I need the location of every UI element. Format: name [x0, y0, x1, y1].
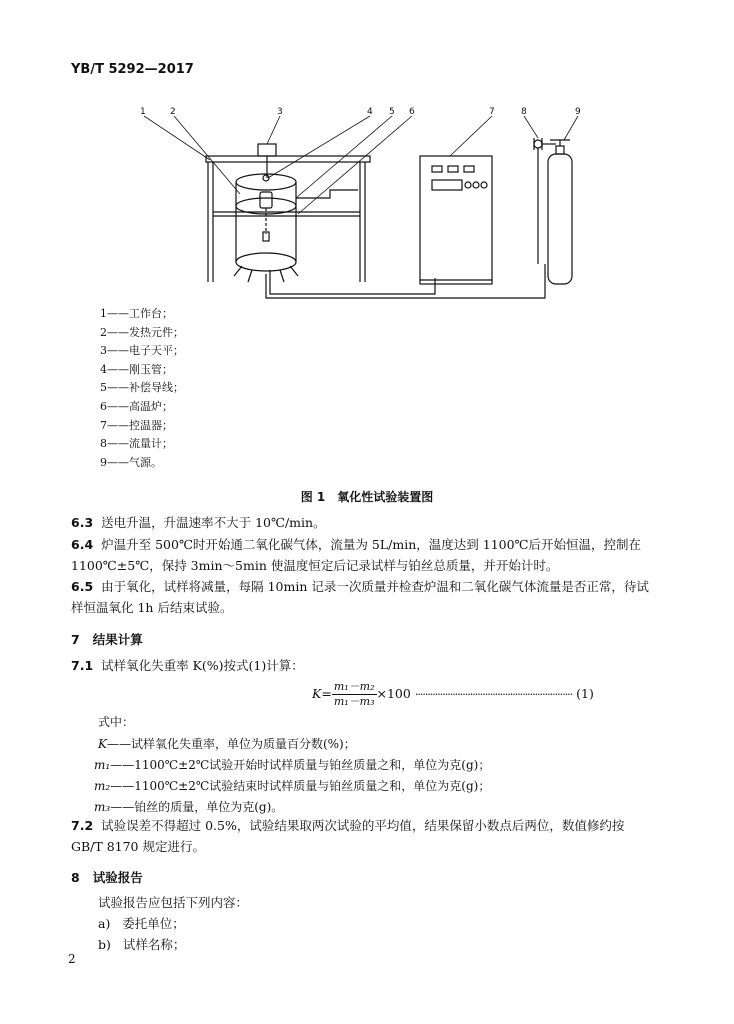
callout-8: 8 [521, 107, 527, 117]
section-8-heading: 8 试验报告 [71, 870, 143, 885]
clause-6-4 [71, 534, 641, 555]
clause-text: 送电升温，升温速率不大于 10℃/min。 [101, 515, 326, 530]
callout-4: 4 [367, 107, 373, 117]
def-K: K——试样氧化失重率，单位为质量百分数(%)； [98, 737, 356, 751]
figure-legend [100, 305, 184, 472]
clause-text: 炉温升至 500℃时开始通二氧化碳气体，流量为 5L/min，温度达到 1100℃后开始恒温，控制在 [101, 537, 642, 552]
clause-number: 7.2 [71, 818, 94, 833]
gas-cylinder [548, 154, 572, 284]
clause-6-5-cont: 样恒温氧化 1h 后结束试验。 [71, 600, 233, 615]
apparatus-diagram [120, 104, 590, 304]
callout-6: 6 [409, 107, 415, 117]
clause-text: 由于氧化，试样将减量，每隔 10min 记录一次质量并检查炉温和二氧化碳气体流量是否正常，待试 [101, 579, 649, 594]
clause-number: 7.1 [71, 658, 94, 673]
figure-title: 图 1 氧化性试验装置图 [300, 490, 434, 504]
where-label: 式中： [98, 715, 135, 729]
legend-item: 8——流量计； [100, 437, 173, 451]
corundum-tube [260, 192, 272, 208]
clause-number: 6.4 [71, 537, 94, 552]
page-number: 2 [68, 952, 76, 966]
legend-item: 3——电子天平； [100, 344, 184, 358]
clause-text: 试验误差不得超过 0.5%，试验结果取两次试验的平均值，结果保留小数点后两位，数值修约按 [101, 818, 625, 833]
work-table-top [206, 156, 370, 162]
callout-3: 3 [277, 107, 283, 117]
def-m3: m₃——铂丝的质量，单位为克(g)。 [94, 800, 284, 814]
list-item-a: a) 委托单位； [98, 916, 185, 931]
clause-number: 6.3 [71, 515, 94, 530]
formula-1: K= $\frac{\text{m₁－m₂}}{\text{m₁－m₃}}$ ×100 ······························································· (1) [312, 680, 594, 708]
clause-6-4-cont: 1100℃±5℃，保持 3min～5min 使温度恒定后记录试样与铂丝总质量，并开始计时。 [71, 558, 559, 573]
section-7-heading: 7 结果计算 [71, 632, 143, 647]
clause-7-2 [71, 815, 624, 836]
legend-item: 9——气源。 [100, 455, 162, 469]
clause-6-3 [71, 512, 326, 533]
def-m1: m₁——1100℃±2℃试验开始时试样质量与铂丝质量之和，单位为克(g)； [94, 758, 491, 772]
list-item-b: b) 试样名称； [98, 937, 186, 952]
clause-7-1 [71, 655, 304, 676]
legend-item: 7——控温器； [100, 418, 173, 432]
callout-1: 1 [140, 107, 146, 117]
temperature-controller [420, 156, 492, 284]
electronic-balance [258, 144, 276, 156]
clause-text: 试样氧化失重率 K(%)按式(1)计算： [101, 658, 304, 673]
clause-6-5 [71, 576, 649, 597]
callout-9: 9 [575, 107, 581, 117]
section-8-intro: 试验报告应包括下列内容： [98, 895, 249, 910]
clause-7-2-cont: GB/T 8170 规定进行。 [71, 839, 205, 854]
def-m2: m₂——1100℃±2℃试验结束时试样质量与铂丝质量之和，单位为克(g)； [94, 779, 491, 793]
callout-7: 7 [489, 107, 495, 117]
legend-item: 4——刚玉管； [100, 362, 173, 376]
callout-5: 5 [389, 107, 395, 117]
legend-item: 2——发热元件； [100, 325, 184, 339]
document-code-header: YB/T 5292—2017 [71, 62, 194, 77]
flowmeter [534, 140, 542, 148]
high-temp-furnace [236, 253, 296, 271]
legend-item: 6——高温炉； [100, 399, 173, 413]
clause-number: 6.5 [71, 579, 94, 594]
compensation-wire [296, 190, 358, 198]
legend-item: 1——工作台； [100, 307, 173, 320]
legend-item: 5——补偿导线； [100, 381, 184, 395]
callout-2: 2 [170, 107, 176, 117]
